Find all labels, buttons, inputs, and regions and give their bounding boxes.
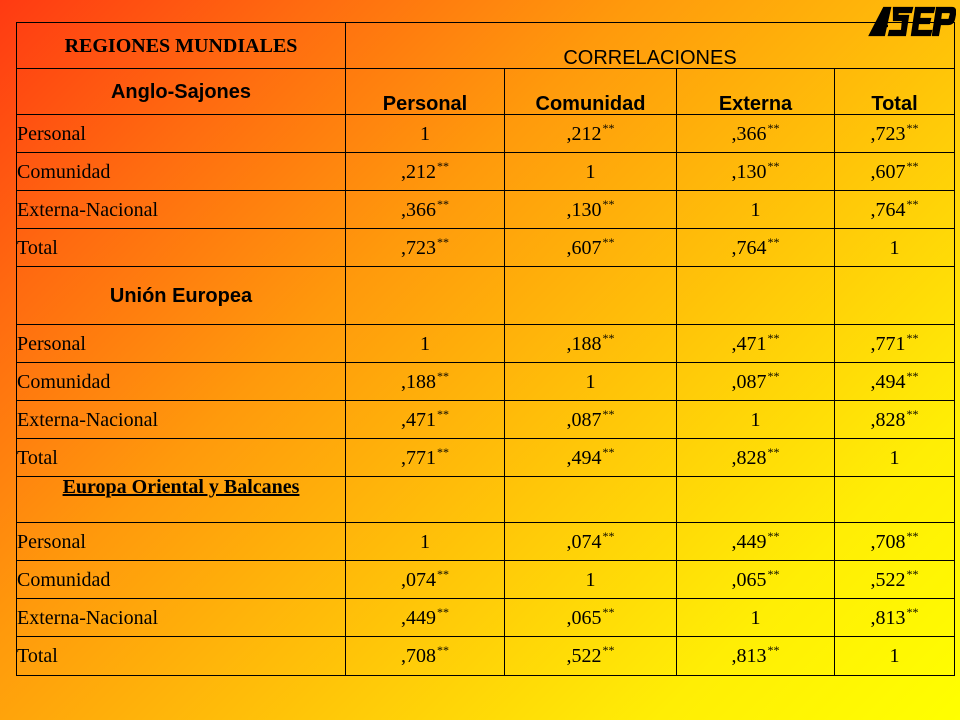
table-title: REGIONES MUNDIALES (17, 23, 346, 69)
table-cell: ,366** (677, 115, 835, 153)
section-header-row (17, 267, 955, 325)
table-cell: 1 (835, 439, 955, 477)
row-label: Comunidad (17, 363, 346, 401)
table-cell: 1 (677, 401, 835, 439)
table-cell: ,494** (835, 363, 955, 401)
table-cell: ,065** (677, 561, 835, 599)
table-cell: ,188** (346, 363, 505, 401)
row-label: Total (17, 637, 346, 676)
table-cell: 1 (677, 191, 835, 229)
empty-cell (835, 267, 955, 325)
table-cell: ,771** (346, 439, 505, 477)
empty-cell (677, 267, 835, 325)
empty-cell (346, 267, 505, 325)
table-row (17, 229, 955, 267)
table-cell: ,771** (835, 325, 955, 363)
table-row (17, 561, 955, 599)
table-cell: ,723** (835, 115, 955, 153)
table-cell: ,813** (677, 637, 835, 676)
table-cell: ,723** (346, 229, 505, 267)
row-label: Externa-Nacional (17, 191, 346, 229)
table-cell: ,494** (505, 439, 677, 477)
column-header-externa: Externa (677, 69, 835, 115)
table-row (17, 401, 955, 439)
row-label: Total (17, 229, 346, 267)
row-label: Personal (17, 325, 346, 363)
header-row (17, 23, 955, 69)
table-cell: 1 (346, 325, 505, 363)
table-cell: ,087** (677, 363, 835, 401)
column-header-total: Total (835, 69, 955, 115)
empty-cell (505, 477, 677, 523)
table-cell: ,813** (835, 599, 955, 637)
table-cell: 1 (835, 637, 955, 676)
table-cell: ,087** (505, 401, 677, 439)
table-cell: ,764** (677, 229, 835, 267)
table-cell: ,708** (346, 637, 505, 676)
table-row (17, 637, 955, 676)
table-row (17, 325, 955, 363)
table-cell: ,212** (505, 115, 677, 153)
section-header-row (17, 69, 955, 115)
table-cell: ,522** (835, 561, 955, 599)
row-label: Personal (17, 115, 346, 153)
table-cell: 1 (505, 561, 677, 599)
table-row (17, 191, 955, 229)
section-title-anglo-sajones: Anglo-Sajones (17, 69, 346, 115)
empty-cell (505, 267, 677, 325)
table-cell: ,828** (835, 401, 955, 439)
table-cell: ,449** (677, 523, 835, 561)
table-cell: ,188** (505, 325, 677, 363)
correlations-header: CORRELACIONES (346, 23, 955, 69)
row-label: Externa-Nacional (17, 401, 346, 439)
table-cell: ,065** (505, 599, 677, 637)
empty-cell (835, 477, 955, 523)
column-header-comunidad: Comunidad (505, 69, 677, 115)
empty-cell (346, 477, 505, 523)
row-label: Comunidad (17, 153, 346, 191)
section-header-row (17, 477, 955, 523)
table-cell: ,828** (677, 439, 835, 477)
table-cell: ,130** (505, 191, 677, 229)
row-label: Externa-Nacional (17, 599, 346, 637)
table-cell: ,471** (346, 401, 505, 439)
row-label: Comunidad (17, 561, 346, 599)
row-label: Total (17, 439, 346, 477)
table-row (17, 153, 955, 191)
table-cell: ,607** (835, 153, 955, 191)
correlation-table (16, 22, 955, 676)
table-cell: ,708** (835, 523, 955, 561)
table-cell: ,074** (505, 523, 677, 561)
table-cell: ,074** (346, 561, 505, 599)
table-cell: ,764** (835, 191, 955, 229)
table-row (17, 115, 955, 153)
table-row (17, 439, 955, 477)
table-cell: ,522** (505, 637, 677, 676)
table-cell: ,366** (346, 191, 505, 229)
table-cell: ,449** (346, 599, 505, 637)
section-title-europa-oriental: Europa Oriental y Balcanes (17, 477, 346, 523)
column-header-personal: Personal (346, 69, 505, 115)
empty-cell (677, 477, 835, 523)
table-cell: 1 (677, 599, 835, 637)
table-cell: 1 (346, 523, 505, 561)
table-cell: 1 (835, 229, 955, 267)
section-title-union-europea: Unión Europea (17, 267, 346, 325)
table-cell: ,471** (677, 325, 835, 363)
table-cell: 1 (346, 115, 505, 153)
table-row (17, 523, 955, 561)
table-cell: ,130** (677, 153, 835, 191)
row-label: Personal (17, 523, 346, 561)
table-row (17, 363, 955, 401)
table-cell: 1 (505, 153, 677, 191)
table-cell: 1 (505, 363, 677, 401)
table-row (17, 599, 955, 637)
table-cell: ,212** (346, 153, 505, 191)
table-cell: ,607** (505, 229, 677, 267)
